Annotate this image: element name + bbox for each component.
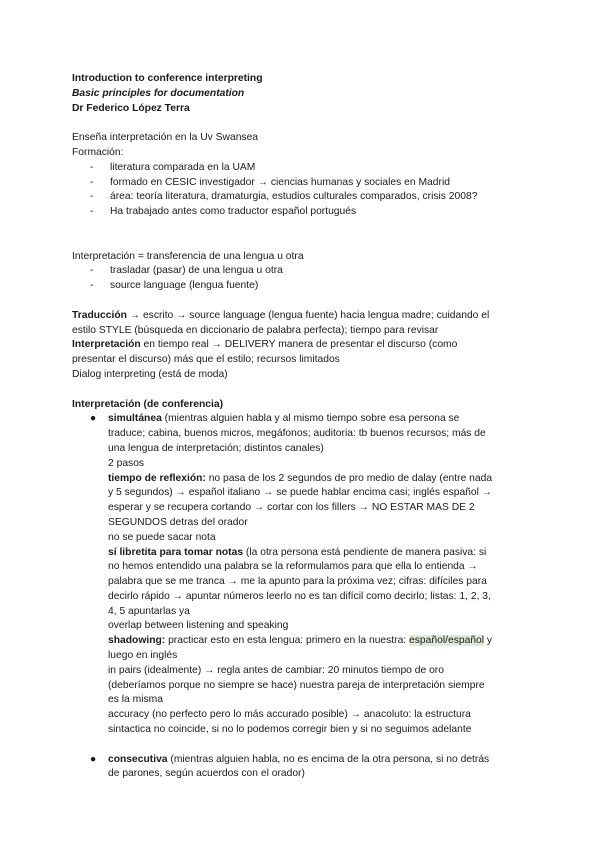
conferencia-heading: Interpretación (de conferencia) <box>72 398 224 410</box>
libreta-line <box>72 546 528 561</box>
formacion-item: - literatura comparada en la UAM <box>72 161 528 176</box>
bullet-simultanea <box>72 412 528 427</box>
bullet-consecutiva <box>72 753 528 768</box>
libreta-line: overlap between listening and speaking <box>108 620 289 632</box>
simultanea-line: 2 pasos <box>108 457 145 469</box>
libreta-line: decirlo rápido → apuntar números leerlo no es tan difícil como decirlo; listas: 1, 2, 3, <box>108 590 491 602</box>
libreta-text: (la otra persona está pendiente de manera pasiva: si <box>243 546 487 558</box>
reflexion-text: no pasa de los 2 segundos de pro medio de dalay (entre nada <box>205 472 493 484</box>
consecutiva-term: consecutiva <box>108 753 168 765</box>
shadowing-line: (deberíamos porque no siempre se hace) nuestra pareja de interpretación siempre <box>108 679 485 691</box>
shadowing-text: practicar esto en esta lengua: primero en la nuestra: <box>165 635 410 647</box>
simultanea-term: simultánea <box>108 413 162 425</box>
intro-line: Enseña interpretación en la Uv Swansea <box>72 132 259 144</box>
simultanea-text: (mientras alguien habla y al mismo tiempo sobre esa persona se <box>161 413 460 425</box>
interpretacion-line <box>72 338 528 353</box>
bullet-icon: ● <box>90 413 97 425</box>
definition-item: - source language (lengua fuente) <box>72 279 528 294</box>
bullet-icon: ● <box>90 753 97 765</box>
traduccion-line-2: estilo STYLE (búsqueda en diccionario de palabra perfecta); tiempo para revisar <box>72 324 439 336</box>
libreta-line: no hemos entendido una palabra se la reformulamos para que ella lo entienda → <box>108 561 478 573</box>
document-body <box>72 72 528 782</box>
definition-line: Interpretación = transferencia de una lengua u otra <box>72 250 304 262</box>
shadowing-line: luego en inglés <box>108 650 178 662</box>
consecutiva-line: de parones, según acuerdos con el orador) <box>108 768 305 780</box>
definition-item: - trasladar (pasar) de una lengua u otra <box>72 264 528 279</box>
dialog-line: Dialog interpreting (está de moda) <box>72 368 228 380</box>
formacion-item: - formado en CESIC investigador → ciencias humanas y sociales en Madrid <box>72 176 528 191</box>
traduccion-text: → escrito → source language (lengua fuente) hacia lengua madre; cuidando el <box>126 309 490 321</box>
document-title: Introduction to conference interpreting <box>72 73 263 84</box>
simultanea-line: una lengua de interpretación; distintos canales) <box>108 442 324 454</box>
simultanea-line: traduce; cabina, buenos micros, megáfonos; auditoria: tb buenos recursos; más de <box>108 428 486 440</box>
interpretacion-term: Interpretación <box>72 339 141 351</box>
libreta-term: sí libretita para tomar notas <box>108 546 244 558</box>
shadowing-line: es la misma <box>108 694 163 706</box>
traduccion-line <box>72 309 528 324</box>
shadowing-line <box>72 634 528 649</box>
formacion-item: - área: teoría literatura, dramaturgia, estudios culturales comparados, crisis 2008? <box>72 190 528 205</box>
reflexion-line: y 5 segundos) → español italiano → se puede hablar encima casi; inglés español → <box>108 487 493 499</box>
shadowing-line: accuracy (no perfecto pero lo más accurado posible) → anacoluto: la estructura <box>108 709 471 721</box>
formacion-item: - Ha trabajado antes como traductor español portugués <box>72 205 528 220</box>
interpretacion-line-2: presentar el discurso) más que el estilo; recursos limitados <box>72 354 340 366</box>
consecutiva-text: (mientras alguien habla, no es encima de la otra persona, si no detrás <box>167 753 490 765</box>
document-subtitle: Basic principles for documentation <box>72 87 245 99</box>
shadowing-line: in pairs (idealmente) → regla antes de cambiar: 20 minutos tiempo de oro <box>108 664 444 676</box>
formacion-label: Formación: <box>72 146 124 158</box>
shadowing-line: sintactica no coincide, si no lo podemos corregir bien y si no seguimos adelante <box>108 724 472 736</box>
highlighted-text: español/español <box>409 635 485 647</box>
libreta-line: palabra que se me tranca → me la apunto para la próxima vez; cifras: difíciles para <box>108 576 487 588</box>
reflexion-line: esperar y se recupera cortando → cortar con los fillers → NO ESTAR MAS DE 2 <box>108 502 475 514</box>
reflexion-line: no se puede sacar nota <box>108 531 216 543</box>
libreta-line: 4, 5 apuntarlas ya <box>108 605 190 617</box>
shadowing-term: shadowing: <box>108 635 166 647</box>
shadowing-text-end: y <box>484 635 493 647</box>
document-author: Dr Federico López Terra <box>72 102 190 114</box>
reflexion-line <box>72 472 528 487</box>
reflexion-term: tiempo de reflexión: <box>108 472 206 484</box>
reflexion-line: SEGUNDOS detras del orador <box>108 516 248 528</box>
interpretacion-text: en tiempo real → DELIVERY manera de presentar el discurso (como <box>140 339 458 351</box>
traduccion-term: Traducción <box>72 309 127 321</box>
